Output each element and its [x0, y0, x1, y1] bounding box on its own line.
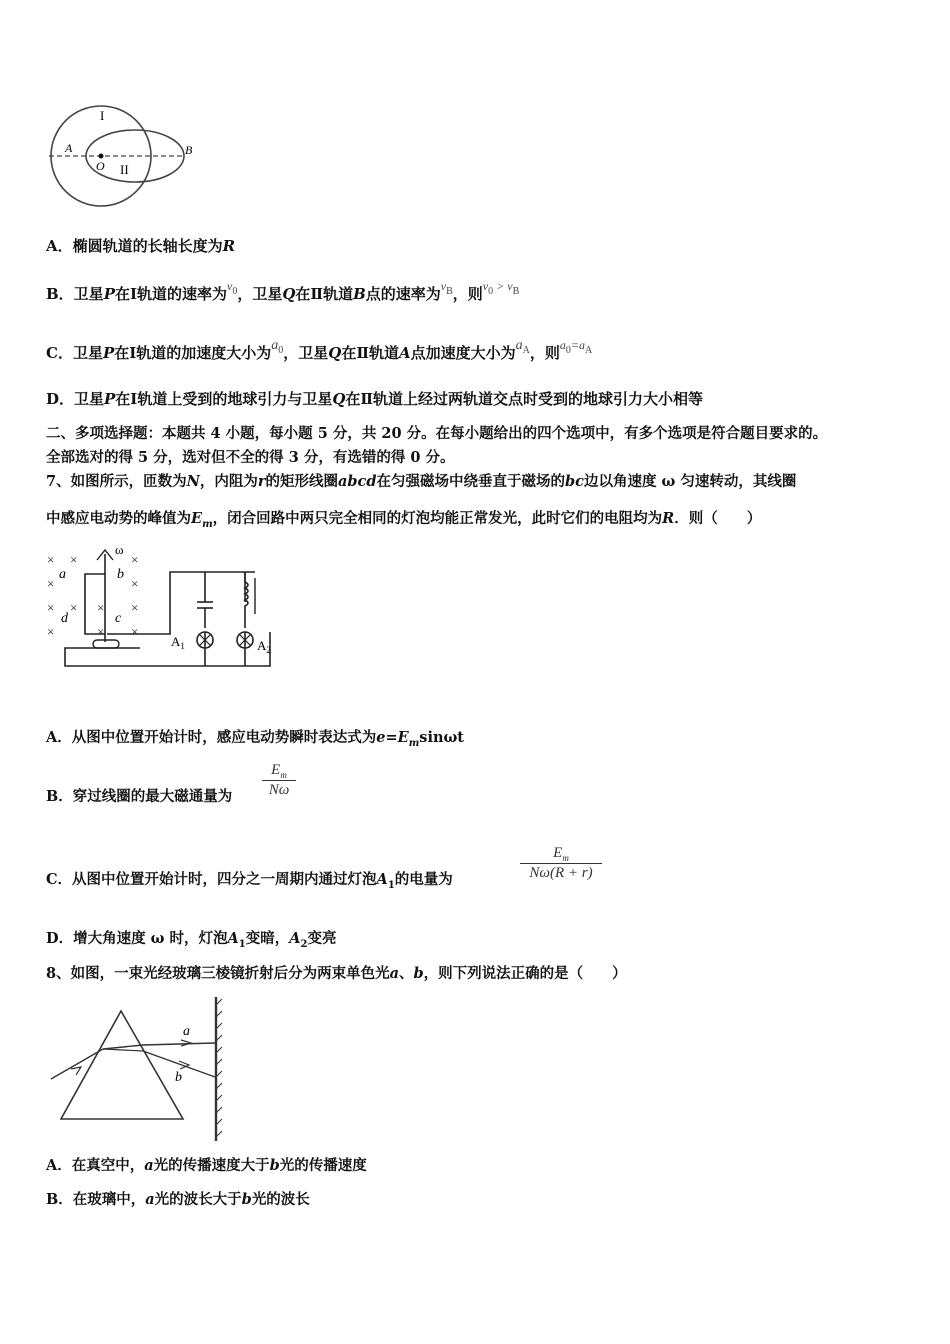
rel-op: > v	[493, 279, 513, 293]
text: D．卫星	[46, 390, 105, 408]
sub: 0	[232, 286, 238, 297]
var-a: a	[389, 965, 399, 982]
text: 在匀强磁场中绕垂直于磁场的	[376, 473, 566, 490]
cross: ×	[47, 576, 55, 591]
sub: 1	[238, 939, 246, 950]
var-P: P	[103, 285, 115, 303]
label-A2: $A_2$	[257, 638, 271, 655]
var-aA: a	[515, 338, 523, 353]
prism-figure	[45, 995, 235, 1145]
expr: sinωt	[419, 729, 464, 746]
text: 边以角速度 ω 匀速转动，其线圈	[583, 473, 797, 490]
var-Em: E	[191, 510, 203, 527]
num: E	[553, 845, 563, 861]
var-v0: v	[227, 279, 233, 293]
var-Q: Q	[282, 285, 296, 303]
var-A1: A	[227, 930, 239, 947]
sub: 0	[565, 345, 571, 356]
text: 光的传播速度大于	[153, 1157, 270, 1174]
sub: m	[202, 519, 213, 530]
text: A．在真空中，	[46, 1157, 145, 1174]
text: 7、如图所示，匝数为	[46, 473, 187, 490]
slip-ring	[93, 640, 119, 648]
q7-circuit-figure	[45, 542, 280, 672]
text: 、	[399, 965, 414, 982]
sub: m	[280, 770, 287, 780]
q8-option-b	[46, 1190, 310, 1210]
inside-ray-2	[103, 1049, 143, 1051]
var-N: N	[186, 473, 200, 490]
text: 中感应电动势的峰值为	[46, 510, 191, 527]
q8-stem	[46, 964, 627, 984]
cross: ×	[97, 624, 105, 639]
label-c: c	[115, 611, 122, 626]
label-b: b	[117, 567, 124, 582]
cross: ×	[131, 624, 139, 639]
text: 在Ⅱ轨道	[295, 285, 354, 303]
label-d: d	[61, 611, 68, 626]
sub: A	[585, 345, 593, 356]
var-r: r	[257, 473, 266, 490]
fraction-charge	[520, 845, 602, 882]
sub: 0	[278, 345, 284, 356]
cross: ×	[131, 552, 139, 567]
sub: m	[562, 853, 569, 863]
ray-a	[143, 1043, 215, 1045]
text: ，则下列说法正确的是（ ）	[423, 965, 627, 982]
text: B．在玻璃中，	[46, 1191, 146, 1208]
text: 在Ⅱ轨道上经过两轨道交点时受到的地球引力大小相等	[345, 390, 704, 408]
text: C．卫星	[46, 344, 103, 362]
sub: 1	[387, 880, 395, 891]
earth-center-dot	[99, 154, 104, 159]
text: ，则	[452, 285, 483, 303]
label-b: b	[175, 1070, 182, 1085]
var-a: a	[144, 1157, 154, 1174]
text: ，卫星	[283, 344, 329, 362]
text: ，卫星	[237, 285, 283, 303]
text: B．穿过线圈的最大磁通量为	[46, 788, 233, 805]
text: A．从图中位置开始计时，感应电动势瞬时表达式为	[46, 729, 377, 746]
rel: v	[482, 279, 489, 293]
q6-option-b	[46, 279, 520, 307]
den: Nω(R + r)	[529, 865, 593, 881]
sub: m	[408, 738, 420, 749]
q6-option-d	[46, 389, 703, 409]
num: E	[271, 762, 281, 778]
prism	[61, 1011, 183, 1119]
rel-op: =a	[570, 338, 586, 352]
text: 在Ⅰ轨道的加速度大小为	[114, 344, 272, 362]
section2-line2: 全部选对的得 5 分，选对但不全的得 3 分，有选错的得 0 分。	[46, 449, 455, 466]
var-b: b	[413, 965, 424, 982]
var-Q: Q	[328, 344, 342, 362]
var-P: P	[102, 344, 115, 362]
label-omega: ω	[115, 542, 124, 557]
text: A．椭圆轨道的长轴长度为	[46, 237, 223, 255]
label-B: B	[185, 143, 193, 157]
q7-option-d	[46, 929, 336, 951]
label-II: II	[120, 162, 129, 177]
q7-option-b	[46, 787, 232, 807]
text: 光的传播速度	[279, 1157, 367, 1174]
var-R: R	[222, 237, 236, 255]
q7-stem-line1	[46, 472, 796, 492]
cross: ×	[47, 600, 55, 615]
label-A: A	[65, 141, 73, 155]
q6-option-c	[46, 338, 593, 366]
text: 的矩形线圈	[265, 473, 338, 490]
var-abcd: abcd	[338, 473, 377, 490]
text: 变暗，	[245, 930, 290, 947]
text: ，闭合回路中两只完全相同的灯泡均能正常发光，此时它们的电阻均为	[212, 510, 663, 527]
inductor	[245, 572, 248, 628]
sub: A	[522, 345, 530, 356]
text: 点加速度大小为	[410, 344, 516, 362]
q7-option-a	[46, 728, 464, 750]
external-circuit	[65, 572, 270, 666]
text: 8、如图，一束光经玻璃三棱镜折射后分为两束单色光	[46, 965, 390, 982]
label-A1: $A_1$	[171, 634, 185, 651]
label-a: a	[59, 567, 66, 582]
text: 在Ⅰ轨道的速率为	[114, 285, 227, 303]
sub: 0	[488, 286, 494, 297]
text: 光的波长大于	[154, 1191, 242, 1208]
q7-option-c	[46, 870, 453, 892]
text: ．则（ ）	[674, 510, 762, 527]
var-B: B	[353, 285, 366, 303]
var-P: P	[104, 390, 116, 408]
var-a0: a	[271, 338, 279, 353]
var-b: b	[269, 1157, 280, 1174]
text: 的电量为	[394, 871, 453, 888]
var-vB: v	[440, 279, 447, 293]
cross: ×	[70, 552, 78, 567]
text: ，则	[529, 344, 560, 362]
expr: e=E	[376, 729, 409, 746]
sub: B	[512, 286, 520, 297]
text: B．卫星	[46, 285, 104, 303]
var-a: a	[145, 1191, 155, 1208]
cross: ×	[70, 600, 78, 615]
label-a: a	[183, 1024, 190, 1039]
text: D．增大角速度 ω 时，灯泡	[46, 930, 228, 947]
cross: ×	[131, 576, 139, 591]
text: 点的速率为	[365, 285, 441, 303]
den: Nω	[268, 782, 290, 798]
q8-option-a	[46, 1156, 367, 1176]
var-bc: bc	[565, 473, 584, 490]
q7-stem-line2	[46, 509, 761, 531]
var-A: A	[399, 344, 411, 362]
var-A2: A	[289, 930, 301, 947]
text: 在Ⅰ轨道上受到的地球引力与卫星	[115, 390, 333, 408]
cross: ×	[97, 600, 105, 615]
label-O: O	[96, 159, 105, 173]
text: ，内阻为	[199, 473, 258, 490]
fraction-max-flux	[262, 762, 296, 799]
text: C．从图中位置开始计时，四分之一周期内通过灯泡	[46, 871, 377, 888]
rel: a	[559, 338, 566, 352]
cross: ×	[47, 624, 55, 639]
cross: ×	[47, 552, 55, 567]
inside-ray	[103, 1045, 143, 1049]
text: 变亮	[307, 930, 337, 947]
var-A1: A	[376, 871, 388, 888]
var-Q: Q	[332, 390, 346, 408]
sub: B	[446, 286, 453, 297]
section2-line1: 二、多项选择题：本题共 4 小题，每小题 5 分，共 20 分。在每小题给出的四个选项中，有多个选项是符合题目要求的。	[46, 425, 828, 442]
sub: 2	[300, 939, 308, 950]
text: 光的波长	[251, 1191, 310, 1208]
q6-option-a	[46, 236, 235, 256]
var-R: R	[662, 510, 675, 527]
text: 在Ⅱ轨道	[341, 344, 400, 362]
label-I: I	[100, 108, 105, 123]
orbit-figure	[45, 100, 205, 215]
var-b: b	[241, 1191, 252, 1208]
cross: ×	[131, 600, 139, 615]
